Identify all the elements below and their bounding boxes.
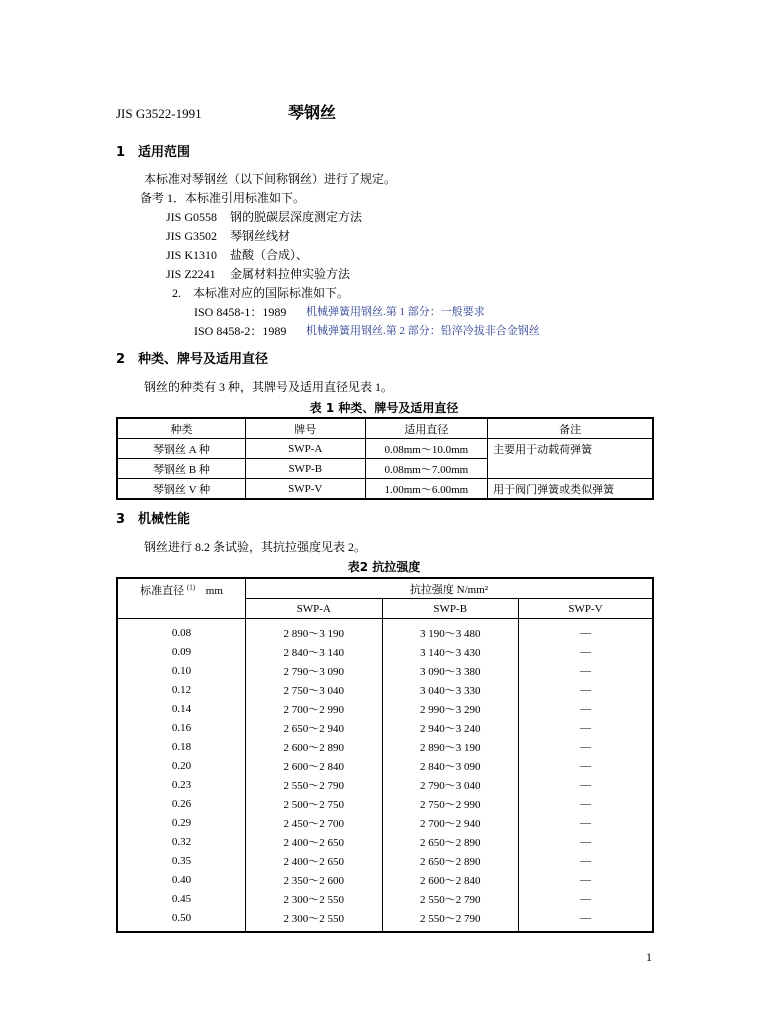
footnote-marker: (1)	[186, 583, 196, 592]
section-3-paragraph: 钢丝进行 8.2 条试验，其抗拉强度见表 2。	[144, 540, 367, 554]
table-row	[117, 661, 653, 680]
diameter-cell: 0.40	[117, 870, 246, 889]
strength-a-cell: 2 600～2 840	[246, 756, 382, 775]
strength-v-cell: —	[518, 737, 653, 756]
table-row	[117, 889, 653, 908]
diameter-cell: 0.09	[117, 642, 246, 661]
strength-b-cell: 3 140～3 430	[382, 642, 518, 661]
strength-a-cell: 2 350～2 600	[246, 870, 382, 889]
table-header-row	[117, 418, 653, 439]
remark-cell: 用于阀门弹簧或类似弹簧	[488, 479, 653, 500]
strength-b-cell: 2 600～2 840	[382, 870, 518, 889]
table-1	[116, 417, 654, 500]
strength-v-cell: —	[518, 794, 653, 813]
diameter-header	[117, 578, 246, 619]
diameter-cell: 0.14	[117, 699, 246, 718]
table-row	[117, 832, 653, 851]
ref-code: JIS G3502	[166, 229, 218, 243]
strength-v-cell: —	[518, 851, 653, 870]
diameter-header-label: 标准直径	[140, 585, 185, 597]
diameter-cell: 0.20	[117, 756, 246, 775]
strength-v-cell: —	[518, 775, 653, 794]
section-2-paragraph: 钢丝的种类有 3 种，其牌号及适用直径见表 1。	[144, 380, 394, 394]
strength-b-cell: 2 750～2 990	[382, 794, 518, 813]
strength-b-cell: 2 940～3 240	[382, 718, 518, 737]
diameter-cell: 0.32	[117, 832, 246, 851]
ref-code: JIS G0558	[166, 210, 218, 224]
strength-v-cell: —	[518, 699, 653, 718]
strength-a-cell: 2 650～2 940	[246, 718, 382, 737]
diameter-cell: 0.08mm～10.0mm	[365, 439, 488, 459]
table-row	[117, 680, 653, 699]
iso-code: ISO 8458-1：1989	[194, 305, 287, 319]
table-row	[117, 699, 653, 718]
diameter-cell: 0.26	[117, 794, 246, 813]
strength-v-cell: —	[518, 813, 653, 832]
table-2-title: 表2 抗拉强度	[347, 560, 421, 574]
table-row	[117, 851, 653, 870]
diameter-cell: 0.23	[117, 775, 246, 794]
strength-v-cell: —	[518, 661, 653, 680]
remark-cell: 主要用于动载荷弹簧	[488, 439, 653, 479]
strength-b-cell: 2 550～2 790	[382, 908, 518, 932]
grade-header: SWP-A	[246, 599, 382, 619]
remark-2: 2. 本标准对应的国际标准如下。	[172, 286, 350, 300]
remark-1: 备考 1．本标准引用标准如下。	[140, 191, 306, 205]
header-cell: 牌号	[245, 418, 365, 439]
strength-v-cell: —	[518, 889, 653, 908]
diameter-cell: 0.35	[117, 851, 246, 870]
strength-a-cell: 2 550～2 790	[246, 775, 382, 794]
table-row	[117, 813, 653, 832]
strength-a-cell: 2 400～2 650	[246, 832, 382, 851]
strength-a-cell: 2 840～3 140	[246, 642, 382, 661]
diameter-cell: 0.10	[117, 661, 246, 680]
strength-b-cell: 2 650～2 890	[382, 832, 518, 851]
strength-a-cell: 2 600～2 890	[246, 737, 382, 756]
diameter-cell: 0.08mm～7.00mm	[365, 459, 488, 479]
strength-b-cell: 2 550～2 790	[382, 889, 518, 908]
table-2	[116, 577, 654, 933]
strength-v-cell: —	[518, 756, 653, 775]
document-title: 琴钢丝	[288, 103, 337, 122]
ref-code: JIS Z2241	[166, 267, 216, 281]
strength-a-cell: 2 500～2 750	[246, 794, 382, 813]
strength-v-cell: —	[518, 870, 653, 889]
strength-a-cell: 2 300～2 550	[246, 908, 382, 932]
table-row	[117, 775, 653, 794]
section-1-heading: 1 适用范围	[116, 145, 191, 160]
diameter-cell: 1.00mm～6.00mm	[365, 479, 488, 500]
strength-header: 抗拉强度 N/mm²	[246, 578, 653, 599]
strength-a-cell: 2 400～2 650	[246, 851, 382, 870]
type-cell: 琴钢丝 V 种	[117, 479, 245, 500]
section-3-heading: 3 机械性能	[116, 512, 191, 527]
strength-v-cell: —	[518, 908, 653, 932]
strength-v-cell: —	[518, 718, 653, 737]
type-cell: 琴钢丝 A 种	[117, 439, 245, 459]
strength-v-cell: —	[518, 619, 653, 643]
grade-header: SWP-B	[382, 599, 518, 619]
grade-cell: SWP-V	[245, 479, 365, 500]
ref-code: JIS K1310	[166, 248, 218, 262]
table-1-title: 表 1 种类、牌号及适用直径	[309, 401, 459, 415]
header-cell: 适用直径	[365, 418, 488, 439]
diameter-cell: 0.29	[117, 813, 246, 832]
strength-a-cell: 2 890～3 190	[246, 619, 382, 643]
header-cell: 备注	[488, 418, 653, 439]
strength-b-cell: 2 840～3 090	[382, 756, 518, 775]
strength-a-cell: 2 300～2 550	[246, 889, 382, 908]
strength-a-cell: 2 790～3 090	[246, 661, 382, 680]
page-number: 1	[646, 950, 652, 964]
table-row	[117, 718, 653, 737]
diameter-cell: 0.18	[117, 737, 246, 756]
strength-b-cell: 2 990～3 290	[382, 699, 518, 718]
diameter-cell: 0.12	[117, 680, 246, 699]
grade-cell: SWP-B	[245, 459, 365, 479]
diameter-cell: 0.16	[117, 718, 246, 737]
table-row	[117, 756, 653, 775]
table-row	[117, 737, 653, 756]
ref-name: 钢的脱碳层深度测定方法	[230, 210, 363, 224]
strength-a-cell: 2 750～3 040	[246, 680, 382, 699]
strength-b-cell: 3 040～3 330	[382, 680, 518, 699]
strength-b-cell: 2 700～2 940	[382, 813, 518, 832]
diameter-cell: 0.45	[117, 889, 246, 908]
diameter-cell: 0.50	[117, 908, 246, 932]
table-row	[117, 794, 653, 813]
strength-v-cell: —	[518, 832, 653, 851]
strength-v-cell: —	[518, 680, 653, 699]
strength-b-cell: 3 090～3 380	[382, 661, 518, 680]
strength-v-cell: —	[518, 642, 653, 661]
strength-b-cell: 2 790～3 040	[382, 775, 518, 794]
diameter-unit: mm	[205, 585, 223, 597]
grade-header: SWP-V	[518, 599, 653, 619]
header-cell: 种类	[117, 418, 245, 439]
type-cell: 琴钢丝 B 种	[117, 459, 245, 479]
diameter-cell: 0.08	[117, 619, 246, 643]
iso-name: 机械弹簧用钢丝.第 2 部分：铅淬冷拔非合金钢丝	[306, 325, 540, 337]
ref-name: 盐酸（合成）、	[230, 248, 309, 262]
strength-a-cell: 2 450～2 700	[246, 813, 382, 832]
table-row	[117, 439, 653, 459]
strength-b-cell: 3 190～3 480	[382, 619, 518, 643]
table-row	[117, 870, 653, 889]
section-1-paragraph: 本标准对琴钢丝（以下间称钢丝）进行了规定。	[144, 172, 397, 186]
section-2-heading: 2 种类、牌号及适用直径	[116, 352, 269, 367]
table-row	[117, 642, 653, 661]
table-row	[117, 479, 653, 500]
table-row	[117, 619, 653, 643]
standard-code: JIS G3522-1991	[116, 106, 202, 121]
ref-name: 琴钢丝线材	[230, 229, 291, 243]
iso-code: ISO 8458-2：1989	[194, 324, 287, 338]
table-header-row	[117, 578, 653, 599]
grade-cell: SWP-A	[245, 439, 365, 459]
iso-name: 机械弹簧用钢丝.第 1 部分：一般要求	[306, 306, 485, 318]
ref-name: 金属材料拉伸实验方法	[230, 267, 351, 281]
strength-b-cell: 2 890～3 190	[382, 737, 518, 756]
strength-b-cell: 2 650～2 890	[382, 851, 518, 870]
strength-a-cell: 2 700～2 990	[246, 699, 382, 718]
table-row	[117, 908, 653, 932]
